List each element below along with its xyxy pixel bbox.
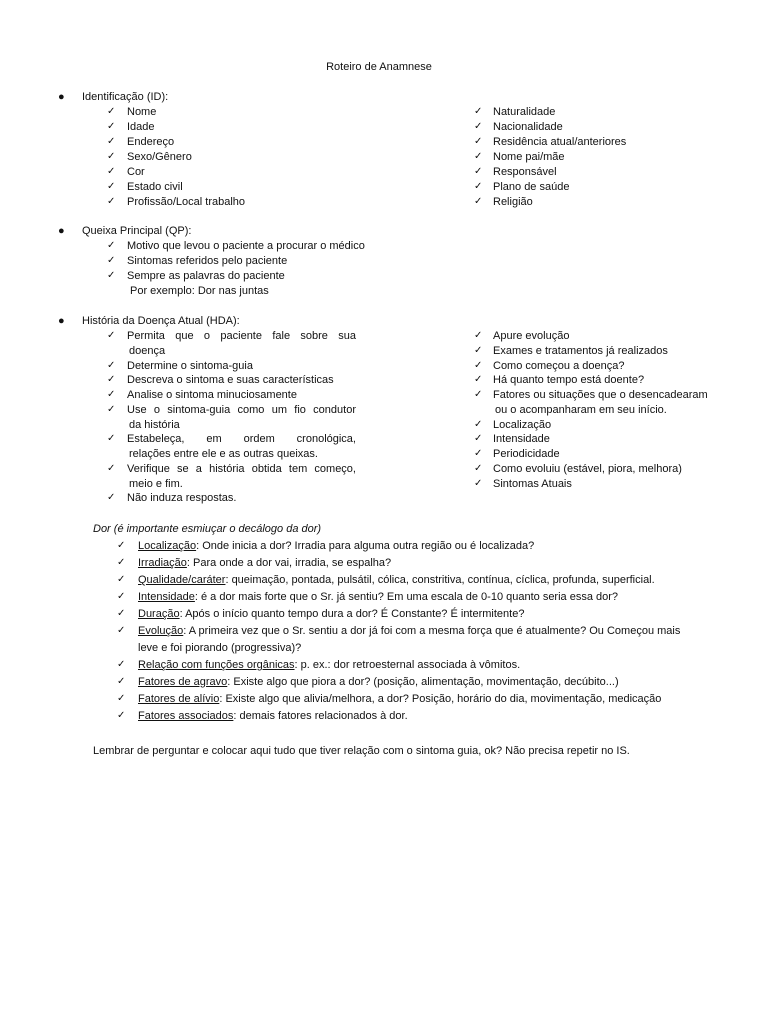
queixa-item: Sintomas referidos pelo paciente — [127, 255, 288, 267]
check-icon: ✓ — [474, 389, 483, 400]
hda-item-continued: doença — [129, 344, 166, 357]
hda-item-continued: da história — [129, 418, 180, 431]
check-icon: ✓ — [117, 591, 126, 602]
dor-item-text: : demais fatores relacionados à dor. — [233, 710, 408, 722]
hda-item: Apure evolução — [493, 330, 570, 342]
hda-item: Intensidade — [493, 433, 550, 446]
dor-item — [138, 540, 534, 552]
dor-item — [138, 659, 520, 671]
hda-item: Há quanto tempo está doente? — [493, 374, 645, 387]
queixa-example: Por exemplo: Dor nas juntas — [130, 285, 269, 297]
dor-item — [138, 574, 655, 586]
queixa-item: Motivo que levou o paciente a procurar o médico — [127, 240, 365, 252]
check-icon: ✓ — [474, 330, 483, 341]
dor-title: Dor (é importante esmiuçar o decálogo da dor) — [93, 523, 322, 535]
hda-item: Verifique se a história obtida tem começo, — [127, 462, 356, 475]
hda-item: Como começou a doença? — [493, 359, 625, 372]
check-icon: ✓ — [117, 693, 126, 704]
check-icon: ✓ — [474, 151, 483, 162]
check-icon: ✓ — [474, 433, 483, 445]
dor-item-term: Duração — [138, 608, 180, 620]
dor-item-term: Relação com funções orgânicas — [138, 659, 295, 671]
hda-item-continued: ou o acompanharam em seu início. — [495, 403, 667, 416]
dor-item — [138, 591, 618, 603]
dor-item-term: Evolução — [138, 625, 184, 637]
check-icon: ✓ — [474, 462, 483, 474]
identificacao-item: Religião — [493, 196, 533, 208]
check-icon: ✓ — [117, 540, 126, 551]
hda-item: Sintomas Atuais — [493, 477, 572, 490]
dor-item-text: : é a dor mais forte que o Sr. já sentiu? Em uma escala de 0-10 quanto seria essa dor? — [194, 591, 619, 603]
identificacao-item: Nome — [127, 106, 157, 118]
check-icon: ✓ — [107, 389, 116, 400]
hda-item: Permita que o paciente fale sobre sua — [127, 330, 356, 342]
check-icon: ✓ — [107, 492, 116, 504]
identificacao-item: Responsável — [493, 166, 557, 178]
bullet-icon: ● — [58, 315, 65, 327]
identificacao-item: Cor — [127, 166, 145, 178]
check-icon: ✓ — [117, 710, 126, 721]
check-icon: ✓ — [474, 448, 483, 459]
dor-item-term: Fatores de agravo — [138, 676, 228, 688]
check-icon: ✓ — [107, 359, 116, 371]
section-queixa-heading: ● Queixa Principal (QP): — [58, 225, 192, 237]
hda-item: Analise o sintoma minuciosamente — [127, 389, 297, 401]
dor-item-text: : Após o início quanto tempo dura a dor? É Constante? É intermitente? — [179, 608, 525, 620]
check-icon: ✓ — [117, 574, 126, 585]
check-icon: ✓ — [474, 121, 483, 132]
check-icon: ✓ — [107, 196, 116, 207]
check-icon: ✓ — [474, 136, 483, 147]
queixa-item: Sempre as palavras do paciente — [127, 270, 285, 282]
check-icon: ✓ — [117, 608, 126, 619]
hda-item: Estabeleça, em ordem cronológica, — [127, 433, 356, 446]
dor-item-text: : Para onde a dor vai, irradia, se espalha? — [186, 557, 392, 569]
check-icon: ✓ — [107, 181, 116, 192]
dor-item-term: Intensidade — [138, 591, 195, 603]
hda-item: Fatores ou situações que o desencadearam — [493, 389, 708, 401]
check-icon: ✓ — [474, 359, 483, 371]
dor-item-term: Localização — [138, 540, 197, 552]
identificacao-item: Sexo/Gênero — [127, 151, 192, 163]
dor-item-text: : Existe algo que alivia/melhora, a dor? Posição, horário do dia, movimentação, medicação — [219, 693, 662, 705]
dor-item — [138, 676, 619, 688]
check-icon: ✓ — [107, 462, 116, 474]
hda-item-continued: relações entre ele e as outras queixas. — [129, 448, 318, 460]
identificacao-item: Residência atual/anteriores — [493, 136, 627, 148]
check-icon: ✓ — [474, 181, 483, 192]
identificacao-item: Estado civil — [127, 181, 183, 193]
check-icon: ✓ — [107, 374, 116, 386]
check-icon: ✓ — [474, 374, 483, 386]
check-icon: ✓ — [107, 121, 116, 132]
dor-item-continued: leve e foi piorando (progressiva)? — [138, 642, 302, 654]
check-icon: ✓ — [474, 166, 483, 177]
bullet-icon: ● — [58, 225, 65, 237]
check-icon: ✓ — [117, 625, 126, 636]
check-icon: ✓ — [474, 477, 483, 489]
note-text: Lembrar de perguntar e colocar aqui tudo que tiver relação com o sintoma guia, ok? Não precisa repetir no IS. — [93, 745, 630, 757]
dor-item — [138, 557, 391, 569]
dor-item-text: : Existe algo que piora a dor? (posição, alimentação, movimentação, decúbito...) — [227, 676, 619, 688]
section-identificacao-heading: ● Identificação (ID): — [58, 91, 169, 103]
dor-item — [138, 710, 408, 722]
dor-item-text: : A primeira vez que o Sr. sentiu a dor já foi com a mesma força que é atualmente? Ou Começou mais — [183, 625, 681, 637]
check-icon: ✓ — [117, 557, 126, 568]
identificacao-item: Idade — [127, 121, 155, 133]
hda-item: Periodicidade — [493, 448, 560, 460]
identificacao-item: Nacionalidade — [493, 121, 563, 133]
dor-item-text: : Onde inicia a dor? Irradia para alguma outra região ou é localizada? — [196, 540, 535, 552]
section-hda-heading: ● História da Doença Atual (HDA): — [58, 315, 240, 327]
hda-item: Descreva o sintoma e suas características — [127, 374, 334, 387]
check-icon: ✓ — [107, 240, 116, 251]
identificacao-item: Nome pai/mãe — [493, 151, 565, 163]
dor-item-text: : queimação, pontada, pulsátil, cólica, constritiva, contínua, cíclica, profunda, superficial. — [225, 574, 655, 586]
check-icon: ✓ — [107, 330, 116, 341]
hda-item: Não induza respostas. — [127, 492, 237, 505]
dor-item-term: Qualidade/caráter — [138, 574, 226, 586]
hda-item: Como evoluiu (estável, piora, melhora) — [493, 462, 682, 475]
check-icon: ✓ — [117, 659, 126, 670]
check-icon: ✓ — [107, 403, 116, 415]
check-icon: ✓ — [474, 106, 483, 117]
identificacao-item: Naturalidade — [493, 106, 556, 118]
dor-item-text: : p. ex.: dor retroesternal associada à vômitos. — [294, 659, 521, 671]
dor-item — [138, 608, 524, 620]
dor-item-term: Fatores associados — [138, 710, 234, 722]
bullet-icon: ● — [58, 91, 65, 103]
check-icon: ✓ — [474, 418, 483, 430]
check-icon: ✓ — [107, 255, 116, 266]
check-icon: ✓ — [474, 344, 483, 356]
hda-item-continued: meio e fim. — [129, 477, 183, 490]
check-icon: ✓ — [107, 151, 116, 162]
dor-item — [138, 693, 661, 705]
hda-item: Determine o sintoma-guia — [127, 359, 253, 372]
identificacao-item: Endereço — [127, 136, 175, 148]
hda-item: Exames e tratamentos já realizados — [493, 344, 668, 357]
dor-item-term: Fatores de alívio — [138, 693, 220, 705]
hda-item: Use o sintoma-guia como um fio condutor — [127, 403, 356, 416]
document-title: Roteiro de Anamnese — [326, 61, 432, 73]
check-icon: ✓ — [474, 196, 483, 207]
check-icon: ✓ — [107, 433, 116, 445]
dor-item-term: Irradiação — [138, 557, 187, 569]
hda-item: Localização — [493, 418, 552, 431]
dor-item — [138, 625, 680, 637]
check-icon: ✓ — [107, 136, 116, 147]
identificacao-item: Profissão/Local trabalho — [127, 196, 246, 208]
check-icon: ✓ — [107, 106, 116, 117]
check-icon: ✓ — [107, 166, 116, 177]
check-icon: ✓ — [117, 676, 126, 687]
check-icon: ✓ — [107, 270, 116, 281]
identificacao-item: Plano de saúde — [493, 181, 570, 193]
